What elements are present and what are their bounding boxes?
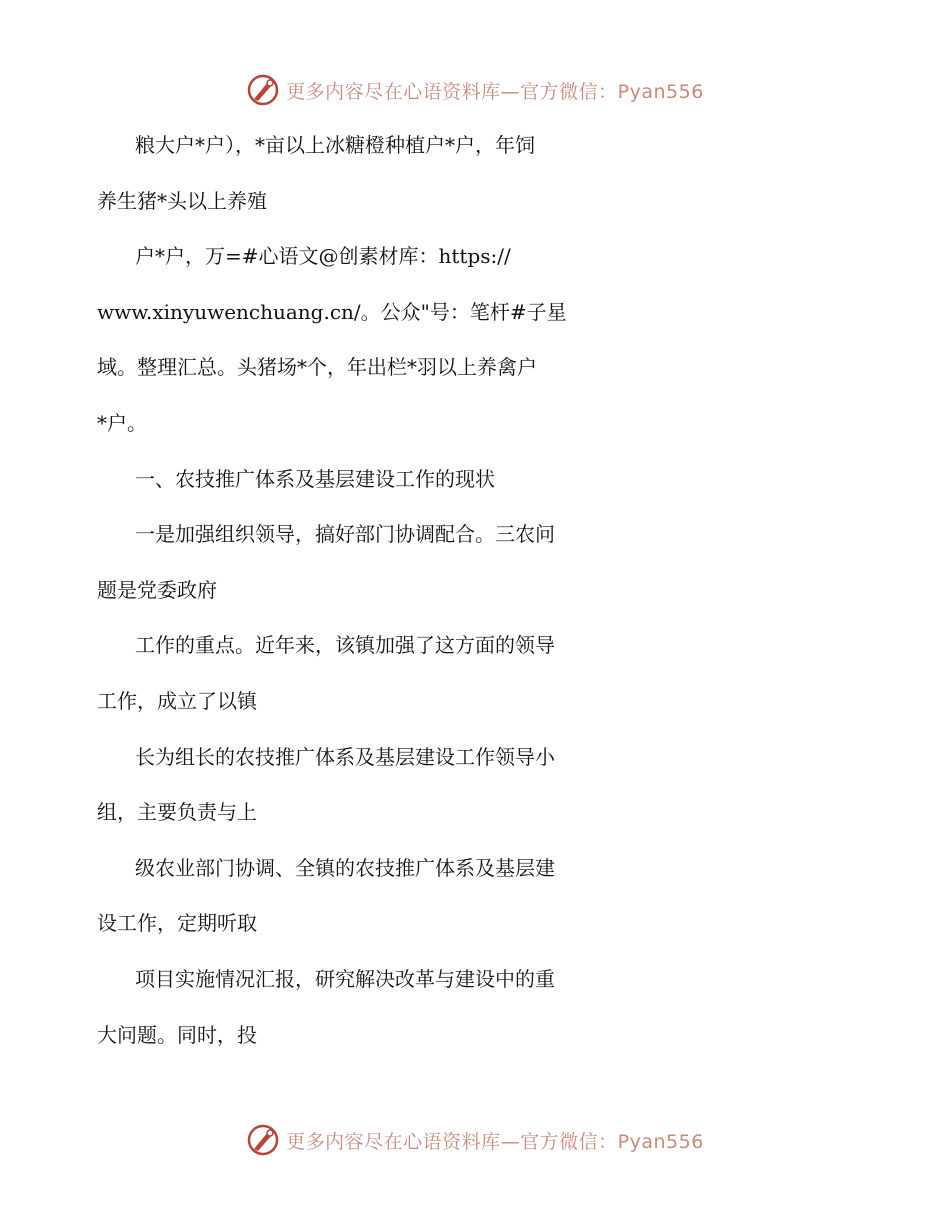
text-line: 一是加强组织领导，搞好部门协调配合。三农问 [135, 522, 555, 547]
text-line: *户。 [97, 410, 147, 435]
text-line: 级农业部门协调、全镇的农技推广体系及基层建 [135, 855, 555, 880]
document-body [97, 118, 857, 1063]
text-line: 设工作，定期听取 [97, 911, 257, 936]
text-line: 户*户，万=#心语文@创素材库：https:// [135, 244, 511, 269]
text-line: 工作，成立了以镇 [97, 688, 257, 713]
footer-banner-text: 更多内容尽在心语资料库—官方微信：Pyan556 [286, 1130, 704, 1153]
text-line: 项目实施情况汇报，研究解决改革与建设中的重 [135, 966, 555, 991]
text-line: 组，主要负责与上 [97, 800, 257, 825]
footer-watermark-banner [0, 1120, 950, 1160]
text-line: 粮大户*户），*亩以上冰糖橙种植户*户，年饲 [135, 133, 535, 157]
text-line: 养生猪*头以上养殖 [97, 188, 267, 213]
text-line: 大问题。同时，投 [97, 1022, 257, 1047]
text-line: 题是党委政府 [97, 577, 217, 602]
text-line: 域。整理汇总。头猪场*个，年出栏*羽以上养禽户 [97, 355, 537, 380]
text-line: www.xinyuwenchuang.cn/。公众"号：笔杆#子星 [97, 299, 567, 324]
text-line: 长为组长的农技推广体系及基层建设工作领导小 [135, 744, 555, 769]
pen-logo-icon [246, 73, 280, 107]
text-line: 工作的重点。近年来，该镇加强了这方面的领导 [135, 633, 555, 658]
text-line: 一、农技推广体系及基层建设工作的现状 [135, 466, 495, 491]
header-watermark-banner [0, 70, 950, 110]
pen-logo-icon [246, 1123, 280, 1157]
header-banner-text: 更多内容尽在心语资料库—官方微信：Pyan556 [286, 80, 704, 103]
